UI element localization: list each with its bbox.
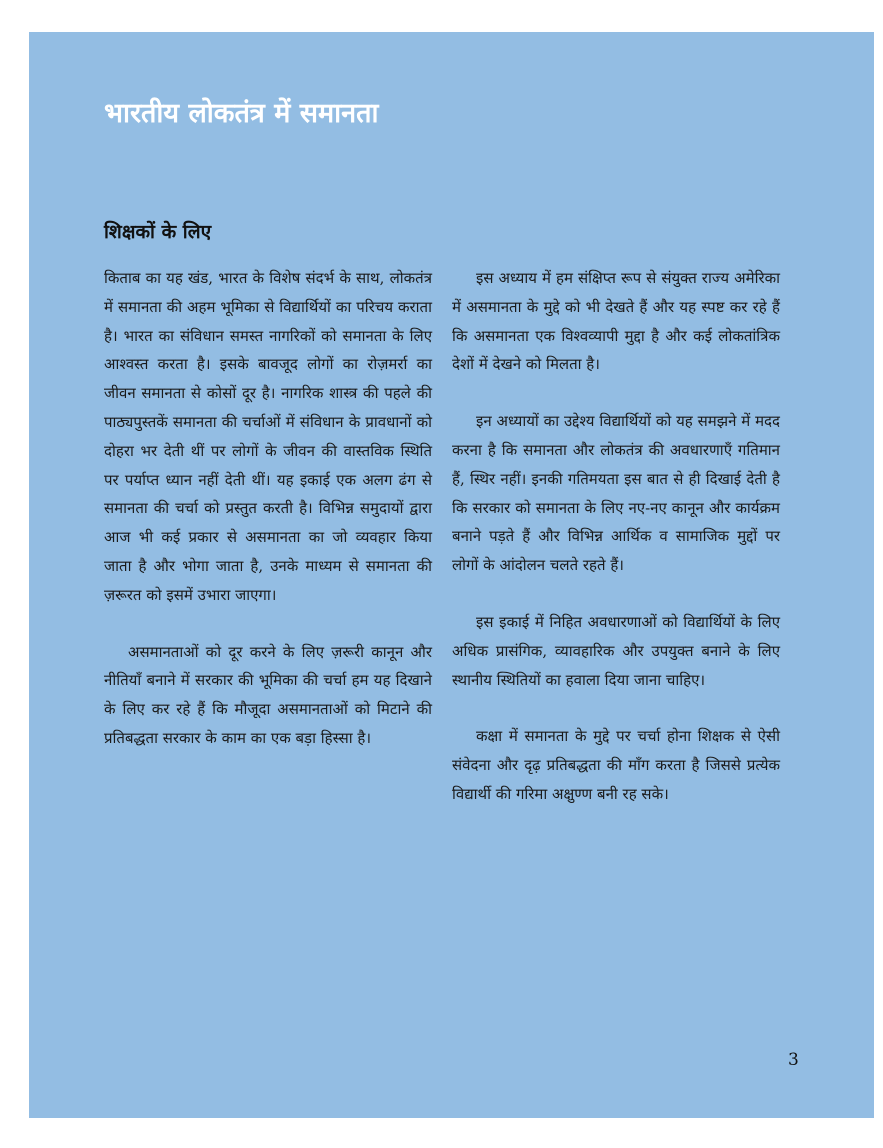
left-paragraph-2: असमानताओं को दूर करने के लिए ज़रूरी कानून और नीतियाँ बनाने में सरकार की भूमिका की चर्चा हम यह दिखाने के लिए कर रहे हैं कि मौजूदा असमानताओं को मिटाने की प्रतिबद्धता सरकार के काम का एक बड़ा हिस्सा है। [104,642,432,747]
right-paragraph-3: इस इकाई में निहित अवधारणाओं को विद्यार्थियों के लिए अधिक प्रासंगिक, व्यावहारिक और उपयुक्त बनाने के लिए स्थानीय स्थितियों का हवाला दिया जाना चाहिए। [452,612,780,689]
page-number: 3 [788,1050,799,1070]
right-paragraph-2: इन अध्यायों का उद्देश्य विद्यार्थियों को यह समझने में मदद करना है कि समानता और लोकतंत्र की अवधारणाएँ गतिमान हैं, स्थिर नहीं। इनकी गतिमयता इस बात से ही दिखाई देती है कि सरकार को समानता के लिए नए-नए कानून और कार्यक्रम बनाने पड़ते हैं और विभिन्न आर्थिक व सामाजिक मुद्दों पर लोगों के आंदोलन चलते रहते हैं। [452,412,780,575]
page-title: भारतीय लोकतंत्र में समानता [104,98,379,129]
left-paragraph-1: किताब का यह खंड, भारत के विशेष संदर्भ के साथ, लोकतंत्र में समानता की अहम भूमिका से विद्यार्थियों का परिचय कराता है। भारत का संविधान समस्त नागरिकों को समानता के लिए आश्‍वस्त करता है। इसके बावजूद लोगों का रोज़मर्रा का जीवन समानता से कोसों दूर है। नागरिक शास्त्र की पहले की पाठ्यपुस्तकें समानता की चर्चाओं में संविधान के प्रावधानों को दोहरा भर देती थीं पर लोगों के जीवन की वास्तविक स्थिति पर पर्याप्त ध्यान नहीं देती थीं। यह इकाई एक अलग ढंग से समानता की चर्चा को प्रस्तुत करती है। विभिन्न समुदायों द्वारा आज भी कई प्रकार से असमानता का जो व्यवहार किया जाता है और भोगा जाता है, उनके माध्यम से समानता की ज़रूरत को इसमें उभारा जाएगा। [104,269,432,604]
right-column [452,264,780,837]
right-paragraph-4: कक्षा में समानता के मुद्दे पर चर्चा होना शिक्षक से ऐसी संवेदना और दृढ़ प्रतिबद्धता की माँग करता है जिससे प्रत्येक विद्यार्थी की गरिमा अक्षुण्ण बनी रह सके। [452,727,780,803]
left-column [104,264,432,781]
section-heading: शिक्षकों के लिए [104,221,212,243]
right-paragraph-1: इस अध्याय में हम संक्षिप्त रूप से संयुक्त राज्य अमेरिका में असमानता के मुद्दे को भी देखते हैं और यह स्पष्ट कर रहे हैं कि असमानता एक विश्‍वव्यापी मुद्दा है और कई लोकतांत्रिक देशों में देखने को मिलता है। [452,269,780,374]
